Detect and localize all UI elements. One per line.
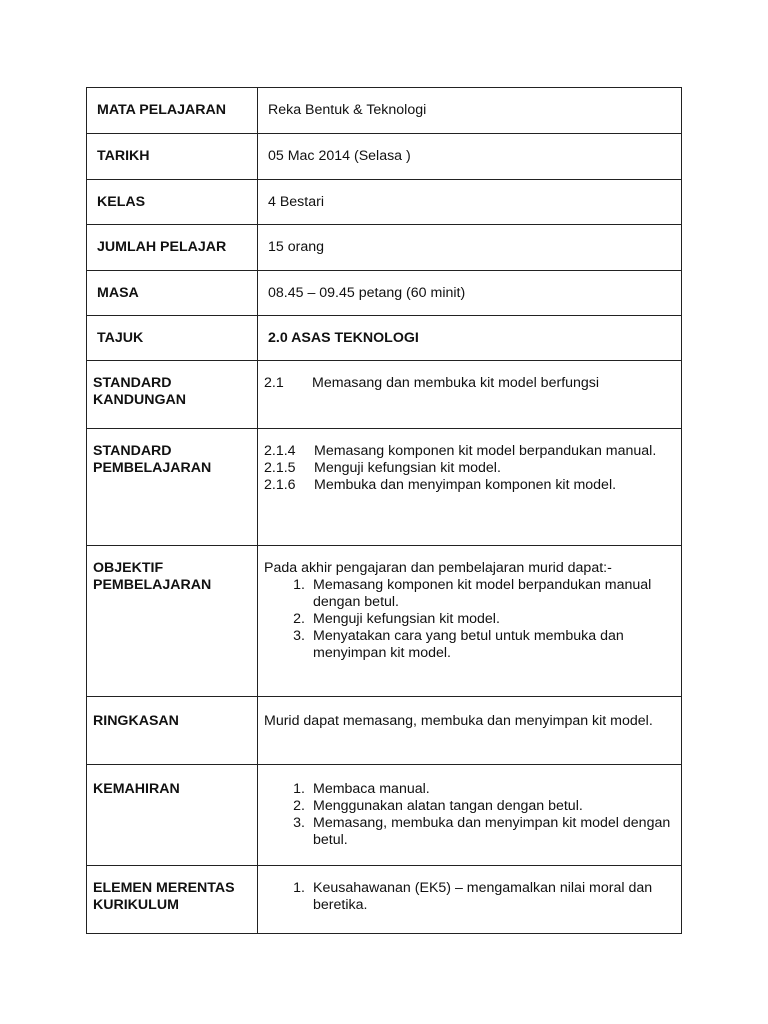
class-value: 4 Bestari <box>268 194 324 210</box>
label-cell <box>87 765 258 866</box>
time-value: 08.45 – 09.45 petang (60 minit) <box>268 285 466 301</box>
row-summary <box>87 697 682 765</box>
item-text: Menggunakan alatan tangan dengan betul. <box>313 798 583 814</box>
row-content-standard <box>87 361 682 429</box>
topic-value: 2.0 ASAS TEKNOLOGI <box>268 330 419 346</box>
label-cell <box>87 546 258 697</box>
students-label: JUMLAH PELAJAR <box>97 239 227 255</box>
item-text: Membaca manual. <box>313 781 430 797</box>
value-cell <box>258 88 682 134</box>
label-line: KANDUNGAN <box>93 392 187 408</box>
date-value: 05 Mac 2014 (Selasa ) <box>268 148 411 164</box>
label-cell <box>87 316 258 361</box>
list-item <box>264 815 675 849</box>
list-item <box>264 443 675 460</box>
objectives-label <box>87 546 257 594</box>
list-item <box>264 798 675 815</box>
label-line: STANDARD <box>93 443 172 459</box>
value-cell <box>258 134 682 180</box>
subject-value: Reka Bentuk & Teknologi <box>268 102 427 118</box>
label-cell <box>87 134 258 180</box>
content-standard-value <box>258 361 681 392</box>
list-item <box>264 781 675 798</box>
item-number: 2.1.5 <box>264 460 296 476</box>
item-number: 2. <box>293 611 305 627</box>
value-cell <box>258 429 682 546</box>
value-cell <box>258 765 682 866</box>
item-number: 1. <box>293 880 305 896</box>
item-text: Memasang dan membuka kit model berfungsi <box>312 375 600 391</box>
value-cell <box>258 866 682 934</box>
objectives-content <box>258 546 681 662</box>
lesson-plan-table <box>86 87 682 934</box>
summary-label: RINGKASAN <box>93 713 179 729</box>
label-line: ELEMEN MERENTAS <box>93 880 235 896</box>
row-learning-standard <box>87 429 682 546</box>
label-line: STANDARD <box>93 375 172 391</box>
cross-curricular-list <box>258 866 681 914</box>
label-cell <box>87 697 258 765</box>
label-cell <box>87 271 258 316</box>
summary-value: Murid dapat memasang, membuka dan menyimpan kit model. <box>264 713 653 729</box>
item-number: 2. <box>293 798 305 814</box>
value-cell <box>258 180 682 225</box>
label-cell <box>87 429 258 546</box>
list-item <box>264 611 675 628</box>
item-number: 1. <box>293 781 305 797</box>
item-text: Menguji kefungsian kit model. <box>313 611 500 627</box>
list-item <box>264 577 675 611</box>
learning-standard-list <box>258 429 681 494</box>
row-cross-curricular <box>87 866 682 934</box>
item-number: 2.1.6 <box>264 477 296 493</box>
cross-curricular-label <box>87 866 257 914</box>
objectives-intro: Pada akhir pengajaran dan pembelajaran murid dapat:- <box>264 560 612 576</box>
value-cell <box>258 271 682 316</box>
label-line: KURIKULUM <box>93 897 179 913</box>
date-label: TARIKH <box>97 148 150 164</box>
label-cell <box>87 88 258 134</box>
value-cell <box>258 316 682 361</box>
list-item <box>264 460 675 477</box>
row-objectives <box>87 546 682 697</box>
row-subject <box>87 88 682 134</box>
item-number: 1. <box>293 577 305 593</box>
students-value: 15 orang <box>268 239 325 255</box>
label-line: PEMBELAJARAN <box>93 460 212 476</box>
value-cell <box>258 361 682 429</box>
label-cell <box>87 225 258 271</box>
content-standard-item <box>264 375 675 392</box>
content-standard-label <box>87 361 257 409</box>
value-cell <box>258 225 682 271</box>
row-topic <box>87 316 682 361</box>
skills-list <box>258 765 681 849</box>
row-class <box>87 180 682 225</box>
value-cell <box>258 546 682 697</box>
item-number: 3. <box>293 628 305 644</box>
label-cell <box>87 361 258 429</box>
list-item <box>264 477 675 494</box>
item-text: Memasang komponen kit model berpandukan manual dengan betul. <box>313 577 652 610</box>
item-text: Memasang komponen kit model berpandukan manual. <box>314 443 657 459</box>
item-number: 2.1 <box>264 375 284 391</box>
label-cell <box>87 180 258 225</box>
label-line: OBJEKTIF <box>93 560 164 576</box>
value-cell <box>258 697 682 765</box>
skills-label: KEMAHIRAN <box>93 781 180 797</box>
item-number: 2.1.4 <box>264 443 296 459</box>
row-students <box>87 225 682 271</box>
item-text: Menyatakan cara yang betul untuk membuka dan menyimpan kit model. <box>313 628 624 661</box>
item-text: Membuka dan menyimpan komponen kit model. <box>314 477 617 493</box>
learning-standard-label <box>87 429 257 477</box>
list-item <box>264 880 675 914</box>
item-number: 3. <box>293 815 305 831</box>
item-text: Menguji kefungsian kit model. <box>314 460 501 476</box>
row-skills <box>87 765 682 866</box>
row-time <box>87 271 682 316</box>
time-label: MASA <box>97 285 139 301</box>
topic-label: TAJUK <box>97 330 144 346</box>
item-text: Memasang, membuka dan menyimpan kit model dengan betul. <box>313 815 671 848</box>
row-date <box>87 134 682 180</box>
subject-label: MATA PELAJARAN <box>97 102 226 118</box>
label-line: PEMBELAJARAN <box>93 577 212 593</box>
class-label: KELAS <box>97 194 146 210</box>
list-item <box>264 628 675 662</box>
item-text: Keusahawanan (EK5) – mengamalkan nilai moral dan beretika. <box>313 880 653 913</box>
label-cell <box>87 866 258 934</box>
